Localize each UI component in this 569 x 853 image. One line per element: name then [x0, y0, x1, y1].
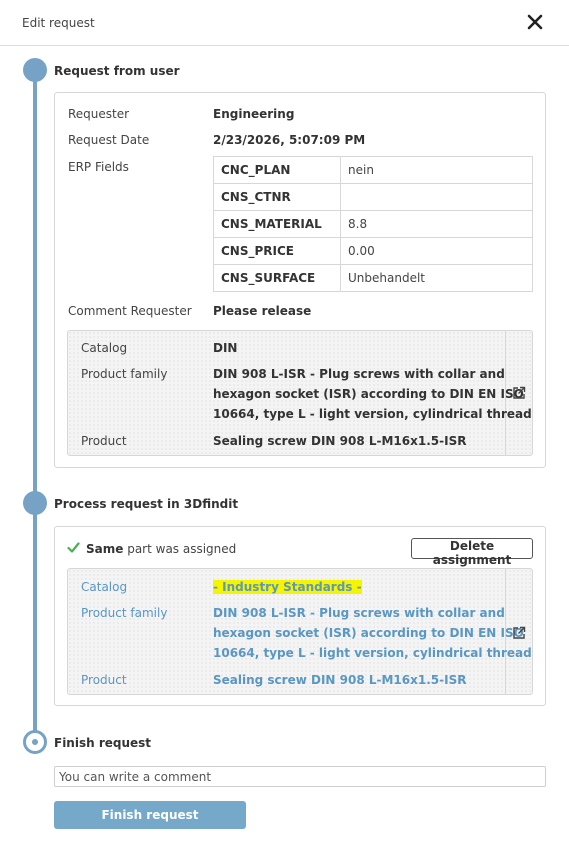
product-label: Product: [81, 434, 127, 448]
assigned-family-line[interactable]: hexagon socket (ISR) according to DIN EN ISO: [213, 626, 524, 640]
assignment-status: [86, 542, 236, 556]
erp-fields-table: [213, 156, 533, 292]
assigned-product-value[interactable]: Sealing screw DIN 908 L-M16x1.5-ISR: [213, 673, 467, 687]
dialog-header: [0, 0, 569, 46]
erp-value: 8.8: [341, 211, 533, 238]
table-row: [214, 211, 533, 238]
close-icon[interactable]: [526, 13, 544, 31]
step-dot-request: [23, 58, 47, 82]
step-title-finish: Finish request: [54, 736, 152, 750]
request-date-label: Request Date: [68, 133, 150, 147]
table-row: [214, 157, 533, 184]
dialog-title: Edit request: [22, 16, 95, 30]
comment-input[interactable]: [54, 766, 546, 787]
catalog-value: DIN: [213, 341, 238, 355]
assigned-product-label[interactable]: Product: [81, 673, 127, 687]
step-title-process: Process request in 3Dfindit: [54, 497, 239, 511]
requester-value: Engineering: [213, 107, 295, 121]
erp-key: CNS_PRICE: [214, 238, 341, 265]
erp-value: 0.00: [341, 238, 533, 265]
request-date-value: 2/23/2026, 5:07:09 PM: [213, 133, 366, 147]
external-link-icon[interactable]: [512, 626, 526, 640]
assigned-family-label[interactable]: Product family: [81, 606, 168, 620]
check-icon: [67, 541, 80, 554]
assigned-family-line[interactable]: 10664, type L - light version, cylindrical thread: [213, 646, 532, 660]
erp-fields-label: ERP Fields: [68, 160, 129, 174]
erp-key: CNS_CTNR: [214, 184, 341, 211]
timeline-line: [33, 70, 37, 742]
assigned-family-line[interactable]: DIN 908 L-ISR - Plug screws with collar and: [213, 606, 505, 620]
catalog-label: Catalog: [81, 341, 128, 355]
delete-assignment-button[interactable]: Delete assignment: [411, 538, 533, 559]
product-family-label: Product family: [81, 367, 168, 381]
step-dot-finish: [23, 730, 47, 754]
erp-value: [341, 184, 533, 211]
assignment-status-rest: part was assigned: [123, 542, 237, 556]
finish-request-button[interactable]: Finish request: [54, 801, 246, 829]
table-row: [214, 184, 533, 211]
product-family-line: hexagon socket (ISR) according to DIN EN ISO: [213, 387, 524, 401]
table-row: [214, 265, 533, 292]
step-dot-process: [23, 491, 47, 515]
comment-requester-label: Comment Requester: [68, 304, 192, 318]
assigned-catalog-value[interactable]: - Industry Standards -: [213, 580, 362, 594]
erp-value: nein: [341, 157, 533, 184]
step-title-request: Request from user: [54, 64, 180, 78]
requester-label: Requester: [68, 107, 130, 121]
product-family-line: DIN 908 L-ISR - Plug screws with collar and: [213, 367, 505, 381]
erp-key: CNC_PLAN: [214, 157, 341, 184]
table-row: [214, 238, 533, 265]
erp-key: CNS_SURFACE: [214, 265, 341, 292]
external-link-icon[interactable]: [512, 386, 526, 400]
product-family-line: 10664, type L - light version, cylindrical thread: [213, 407, 532, 421]
erp-value: Unbehandelt: [341, 265, 533, 292]
comment-requester-value: Please release: [213, 304, 312, 318]
product-value: Sealing screw DIN 908 L-M16x1.5-ISR: [213, 434, 467, 448]
assignment-status-bold: Same: [86, 542, 124, 556]
erp-key: CNS_MATERIAL: [214, 211, 341, 238]
assigned-catalog-label[interactable]: Catalog: [81, 580, 128, 594]
